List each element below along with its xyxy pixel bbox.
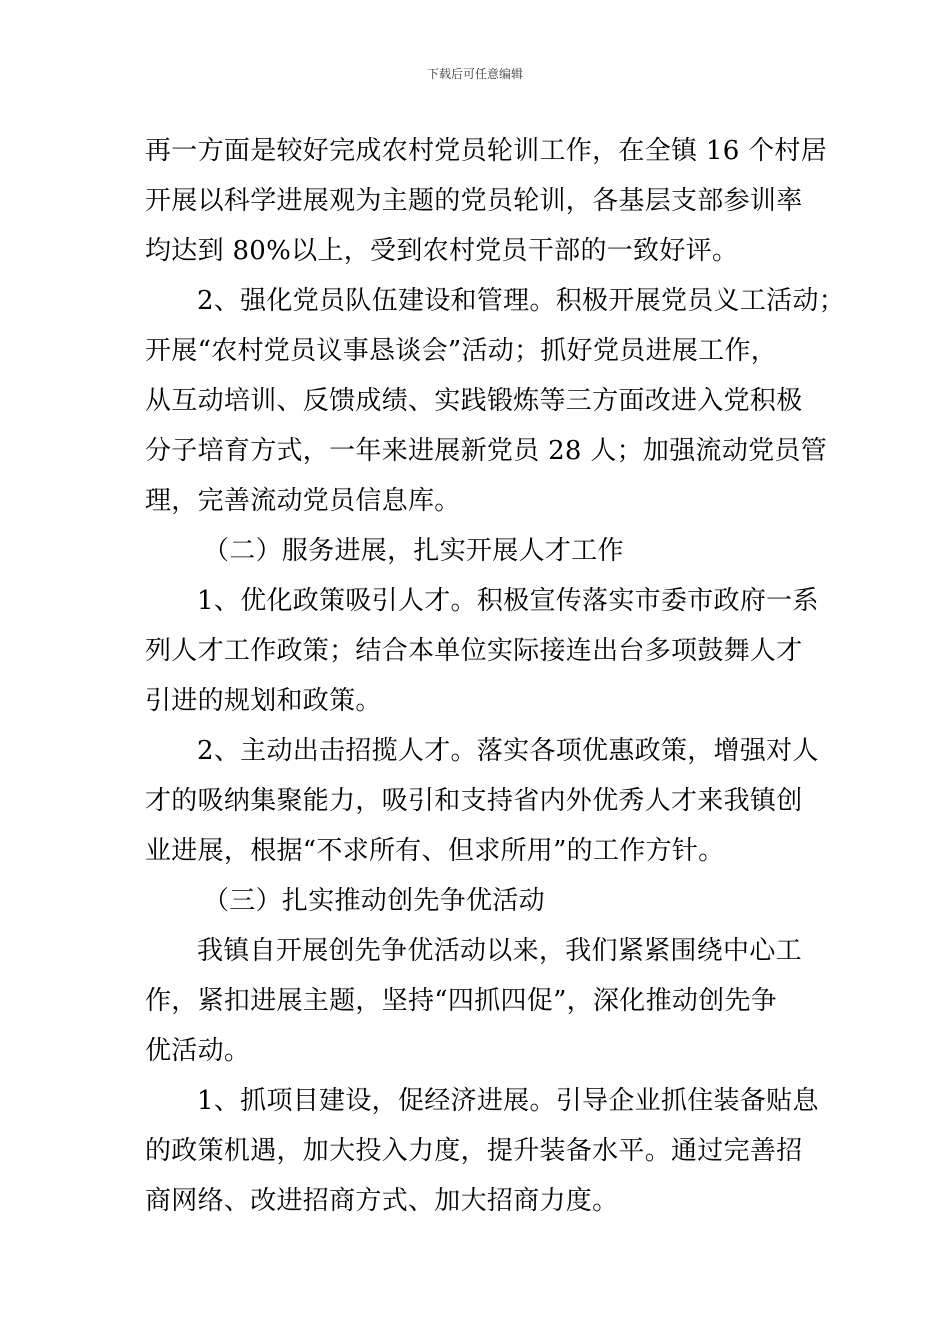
- heading-line: （二）服务进展，扎实开展人才工作: [203, 536, 624, 566]
- section-heading-talent-work: [145, 526, 821, 576]
- text-line: 列人才工作政策；结合本单位实际接连出台多项鼓舞人才: [145, 636, 803, 666]
- text-line: 1、优化政策吸引人才。积极宣传落实市委市政府一系: [197, 586, 819, 616]
- heading-line: （三）扎实推动创先争优活动: [203, 886, 545, 916]
- section-heading-excellence-activity: [145, 876, 821, 926]
- paragraph-excellence-intro: [145, 926, 821, 1076]
- text-line: 1、抓项目建设，促经济进展。引导企业抓住装备贴息: [197, 1086, 819, 1116]
- text-line: 引进的规划和政策。: [145, 686, 382, 716]
- text-line: 优活动。: [145, 1036, 251, 1066]
- document-body: [145, 126, 846, 1226]
- paragraph-recruit-talent: [145, 726, 821, 876]
- text-line: 我镇自开展创先争优活动以来，我们紧紧围绕中心工: [197, 936, 802, 966]
- paragraph-attract-talent: [145, 576, 821, 726]
- text-line: 理，完善流动党员信息库。: [145, 486, 461, 516]
- page-header: 下载后可任意编辑: [426, 67, 523, 81]
- text-line: 开展以科学进展观为主题的党员轮训，各基层支部参训率: [145, 186, 803, 216]
- text-line: 才的吸纳集聚能力，吸引和支持省内外优秀人才来我镇创: [145, 786, 803, 816]
- text-line: 从互动培训、反馈成绩、实践锻炼等三方面改进入党积极: [145, 386, 803, 416]
- text-line: 开展“农村党员议事恳谈会”活动；抓好党员进展工作，: [145, 336, 778, 366]
- paragraph-party-team-building: [145, 276, 846, 526]
- text-line: 的政策机遇，加大投入力度，提升装备水平。通过完善招: [145, 1136, 803, 1166]
- text-line: 2、主动出击招揽人才。落实各项优惠政策，增强对人: [197, 736, 819, 766]
- text-line: 均达到 80%以上，受到农村党员干部的一致好评。: [145, 236, 739, 266]
- paragraph-project-construction: [145, 1076, 821, 1226]
- text-line: 业进展，根据“不求所有、但求所用”的工作方针。: [145, 836, 725, 866]
- text-line: 商网络、改进招商方式、加大招商力度。: [145, 1186, 619, 1216]
- paragraph-rural-training: [145, 126, 828, 276]
- text-line: 再一方面是较好完成农村党员轮训工作，在全镇 16 个村居: [145, 136, 828, 166]
- text-line: 分子培育方式，一年来进展新党员 28 人；加强流动党员管: [145, 436, 828, 466]
- text-line: 作，紧扣进展主题，坚持“四抓四促”，深化推动创先争: [145, 986, 778, 1016]
- text-line: 2、强化党员队伍建设和管理。积极开展党员义工活动；: [197, 286, 846, 316]
